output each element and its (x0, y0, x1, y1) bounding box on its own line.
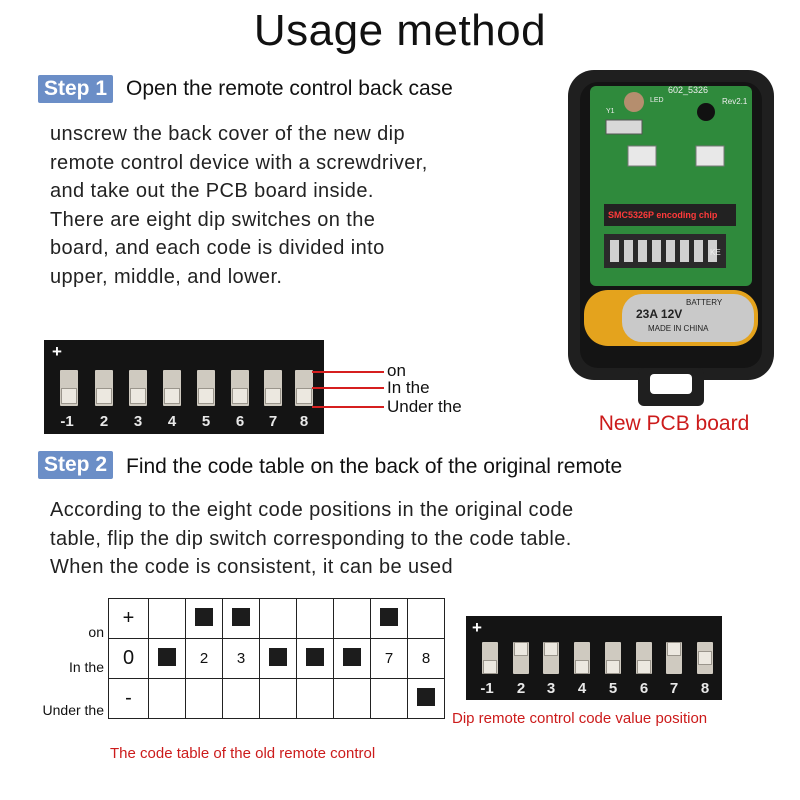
table-cell (334, 679, 371, 719)
filled-square (158, 648, 176, 666)
table-row (109, 679, 445, 719)
paragraph-line: When the code is consistent, it can be used (50, 556, 453, 578)
filled-square (417, 688, 435, 706)
remote-pcb-image (566, 68, 776, 408)
row-symbol: - (109, 679, 149, 719)
label-under-the: Under the (387, 397, 462, 416)
table-cell (408, 599, 445, 639)
dip-switch (697, 642, 713, 674)
table-cell (334, 639, 371, 679)
battery-main-label: 23A 12V (636, 307, 683, 321)
dip-switch (482, 642, 498, 674)
switch-number: -1 (480, 680, 494, 697)
table-cell (260, 599, 297, 639)
step-1-heading: Open the remote control back case (126, 77, 453, 100)
row-symbol: 0 (109, 639, 149, 679)
dip-switch (163, 370, 181, 406)
filled-square (380, 608, 398, 626)
table-cell (149, 599, 186, 639)
step-2-badge: Step 2 (38, 451, 113, 479)
table-cell: 7 (371, 639, 408, 679)
label-on: on (387, 361, 406, 380)
table-cell (186, 679, 223, 719)
table-row (109, 599, 445, 639)
paragraph-line: According to the eight code positions in the original code (50, 499, 574, 521)
table-cell (408, 679, 445, 719)
dip-switch-diagram (44, 340, 324, 434)
remote-y1-label: Y1 (606, 108, 615, 115)
pointer-line-middle (312, 387, 384, 389)
paragraph-line: There are eight dip switches on the (50, 208, 376, 231)
switch-number: 4 (577, 680, 587, 697)
filled-square (232, 608, 250, 626)
remote-model-label: 602_5326 (668, 85, 709, 95)
switch-number: 2 (99, 413, 109, 430)
battery-top-label: BATTERY (686, 298, 723, 307)
code-table (108, 598, 445, 719)
switch-number: 7 (268, 413, 278, 430)
table-cell (297, 679, 334, 719)
table-cell (223, 679, 260, 719)
dip-switch (264, 370, 282, 406)
step-2-paragraph (50, 496, 574, 582)
remote-chip-label-text: SMC5326P encoding chip (608, 210, 718, 220)
switch-number: 3 (133, 413, 143, 430)
dip-example-caption: Dip remote control code value position (452, 710, 708, 727)
step-1-paragraph (50, 120, 428, 291)
dip-switch-example (466, 616, 722, 700)
dip-switch (543, 642, 559, 674)
filled-square (269, 648, 287, 666)
remote-led-label: LED (650, 97, 664, 104)
step-2-heading: Find the code table on the back of the original remote (126, 455, 623, 478)
row-label-on: on (88, 624, 104, 640)
table-cell (371, 599, 408, 639)
table-cell (297, 639, 334, 679)
plus-sign: + (52, 342, 62, 361)
switch-number: 3 (546, 680, 556, 697)
dip-switch (605, 642, 621, 674)
switch-number: 7 (669, 680, 679, 697)
pointer-line-lower (312, 406, 384, 408)
remote-rev-label: Rev2.1 (722, 97, 748, 106)
table-cell (260, 639, 297, 679)
paragraph-line: remote control device with a screwdriver, (50, 151, 428, 174)
dip-switch (666, 642, 682, 674)
dip-switch (95, 370, 113, 406)
dip-switch (295, 370, 313, 406)
pointer-line-on (312, 371, 384, 373)
dip-switch (60, 370, 78, 406)
row-symbol: + (109, 599, 149, 639)
dip-switch (574, 642, 590, 674)
table-row (109, 639, 445, 679)
table-cell (149, 639, 186, 679)
filled-square (195, 608, 213, 626)
row-label-under-the: Under the (42, 702, 104, 718)
table-cell: 3 (223, 639, 260, 679)
table-cell: 2 (186, 639, 223, 679)
table-cell (334, 599, 371, 639)
dip-switch (513, 642, 529, 674)
page-title: Usage method (253, 6, 547, 55)
table-cell (260, 679, 297, 719)
switch-number: 4 (167, 413, 177, 430)
table-cell (149, 679, 186, 719)
step-1-badge: Step 1 (38, 75, 113, 103)
plus-sign: + (472, 618, 482, 637)
table-cell (371, 679, 408, 719)
table-cell (186, 599, 223, 639)
table-cell (223, 599, 260, 639)
table-cell: 8 (408, 639, 445, 679)
dip-switch (231, 370, 249, 406)
row-label-in-the: In the (68, 659, 104, 675)
switch-number: 5 (608, 680, 618, 697)
paragraph-line: table, flip the dip switch corresponding to the code table. (50, 527, 572, 550)
paragraph-line: upper, middle, and lower. (50, 265, 283, 288)
code-table-caption: The code table of the old remote control (110, 745, 376, 762)
dip-switch (197, 370, 215, 406)
paragraph-line: unscrew the back cover of the new dip (50, 123, 405, 145)
label-in-the: In the (387, 378, 430, 397)
switch-number: 6 (235, 413, 245, 430)
dip-switch (636, 642, 652, 674)
switch-number: 8 (700, 680, 710, 697)
switch-number: -1 (60, 413, 74, 430)
table-cell (297, 599, 334, 639)
remote-ke-label: KE (710, 248, 721, 257)
paragraph-line: board, and each code is divided into (50, 237, 385, 259)
paragraph-line: and take out the PCB board inside. (50, 180, 374, 202)
switch-number: 5 (201, 413, 211, 430)
filled-square (306, 648, 324, 666)
pcb-caption: New PCB board (598, 412, 750, 435)
switch-number: 8 (299, 413, 309, 430)
switch-number: 6 (639, 680, 649, 697)
filled-square (343, 648, 361, 666)
dip-switch (129, 370, 147, 406)
switch-number: 2 (516, 680, 526, 697)
battery-bottom-label: MADE IN CHINA (648, 324, 709, 333)
